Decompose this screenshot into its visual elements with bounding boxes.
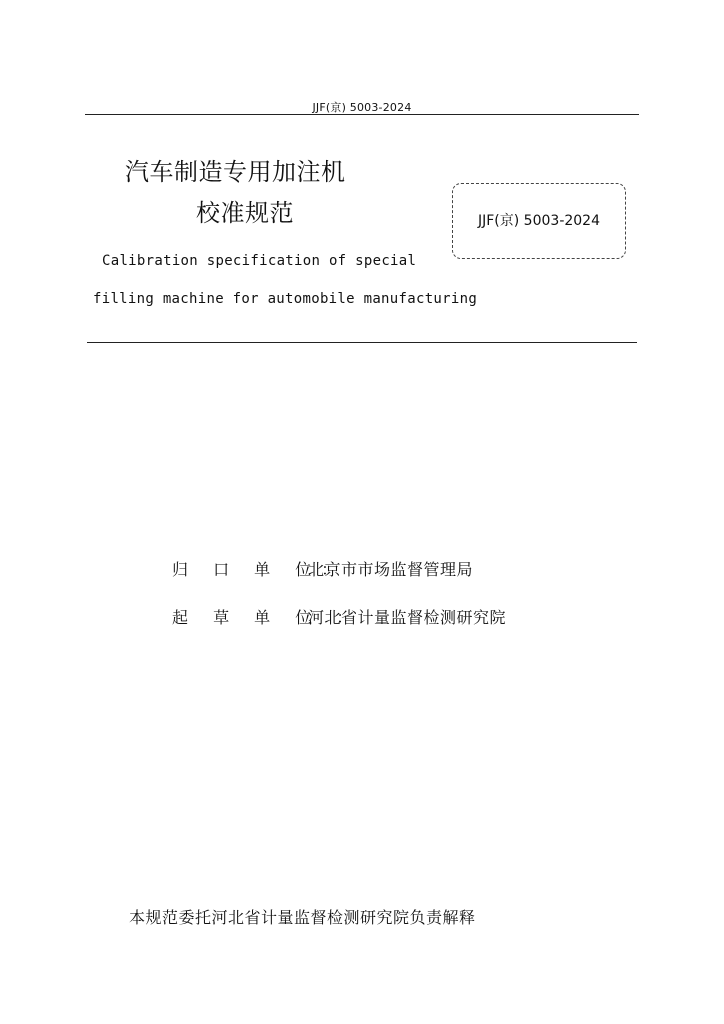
title-rule [87, 342, 637, 343]
responsible-unit-value: 北京市市场监督管理局 [308, 560, 474, 579]
english-title-line-2: filling machine for automobile manufacturing [93, 291, 478, 307]
responsible-unit-label: 归 口 单 位： [172, 560, 348, 579]
title-line-1: 汽车制造专用加注机 [125, 158, 346, 186]
header-code: JJF(京) 5003-2024 [312, 101, 412, 114]
drafting-unit-label: 起 草 单 位 ： [172, 608, 363, 627]
drafting-unit-value: 河北省计量监督检测研究院 [308, 608, 507, 627]
header-rule [85, 114, 639, 115]
title-line-2: 校准规范 [196, 199, 294, 227]
code-box-text: JJF(京) 5003-2024 [478, 213, 600, 229]
english-title-line-1: Calibration specification of special [102, 253, 417, 269]
interpretation-note: 本规范委托河北省计量监督检测研究院负责解释 [129, 908, 476, 927]
